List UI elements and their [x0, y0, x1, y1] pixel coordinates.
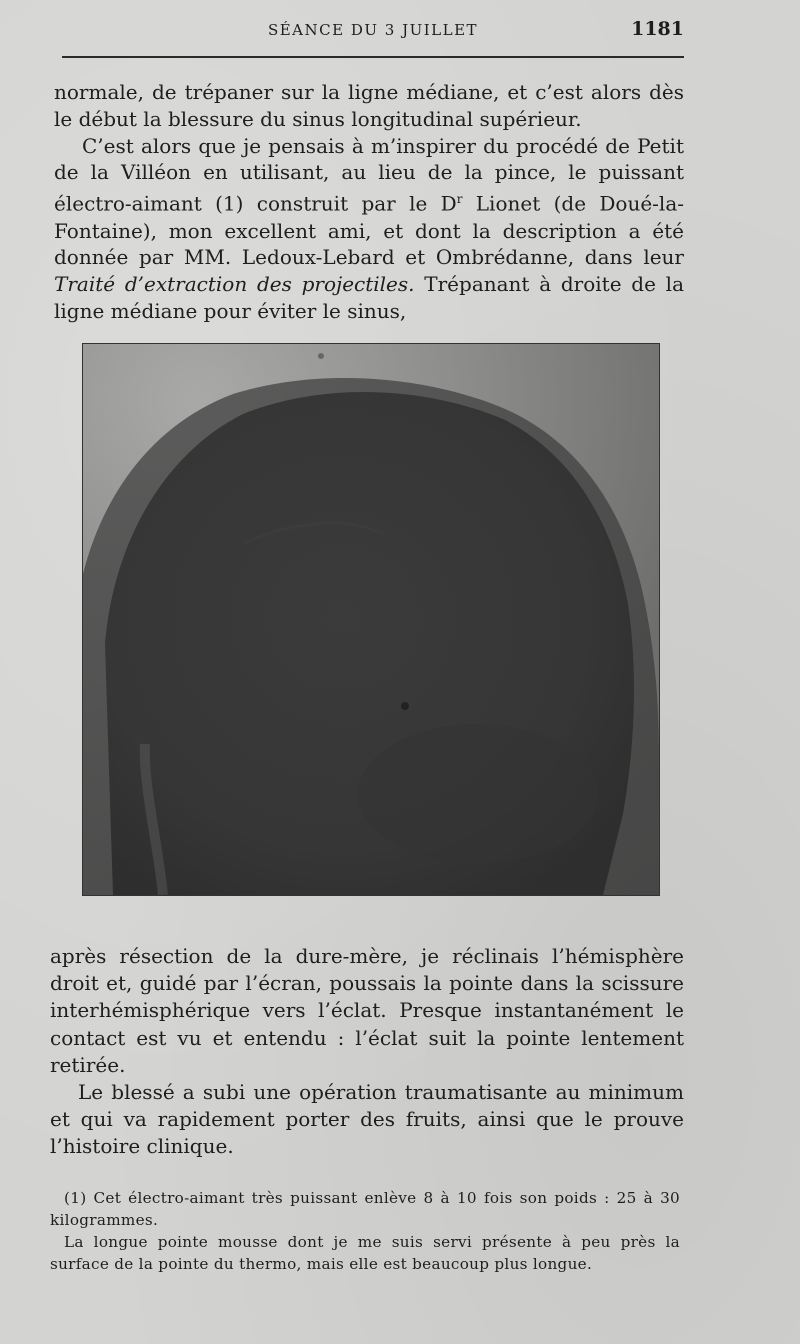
- paragraph-1: normale, de trépaner sur la ligne médiane, et c’est alors dès le début la blessure du sinus longitudinal supérieur.: [54, 80, 684, 131]
- body-text-bottom: [50, 943, 684, 1161]
- paragraph-2-start: C’est alors que je pensais à m’inspirer du procédé de Petit de la Villéon en utilisant, au lieu de la pince, le puissant électro-aimant (1) construit par le D: [54, 133, 684, 216]
- paragraph-2: [54, 133, 684, 325]
- body-text-top: [54, 79, 684, 325]
- book-title-italic: Traité d’extraction des projectiles.: [54, 272, 415, 297]
- paragraph-3: après résection de la dure-mère, je réclinais l’hémisphère droit et, guidé par l’écran, poussais la pointe dans la scissure interhémisphérique vers l’éclat. Presque instantanément le contact est vu et entendu : l’éclat suit la pointe lentement retirée.: [50, 944, 684, 1077]
- running-head: [62, 18, 684, 44]
- footnote-1: (1) Cet électro-aimant très puissant enlève 8 à 10 fois son poids : 25 à 30 kilogrammes.: [50, 1189, 680, 1229]
- header-rule: [62, 56, 684, 58]
- paragraph-2-mid: Lionet (de Doué-la-Fontaine), mon excellent ami, et dont la description a été donnée par MM. Ledoux-Lebard et Ombrédanne, dans leur: [54, 191, 684, 270]
- radiograph-figure: [82, 343, 660, 896]
- running-title: SÉANCE DU 3 JUILLET: [267, 21, 479, 39]
- doctor-abbrev-sup: r: [456, 192, 463, 207]
- footnotes: [50, 1187, 680, 1275]
- paragraph-4: Le blessé a subi une opération traumatisante au minimum et qui va rapidement porter des fruits, ainsi que le prouve l’histoire clinique.: [50, 1080, 684, 1159]
- radiograph-image: [83, 344, 659, 895]
- page-number: 1181: [631, 18, 684, 40]
- paragraph-2-end: Trépanant à droite de la ligne médiane pour éviter le sinus,: [54, 272, 685, 324]
- footnote-2: La longue pointe mousse dont je me suis servi présente à peu près la surface de la pointe du thermo, mais elle est beaucoup plus longue.: [50, 1233, 680, 1273]
